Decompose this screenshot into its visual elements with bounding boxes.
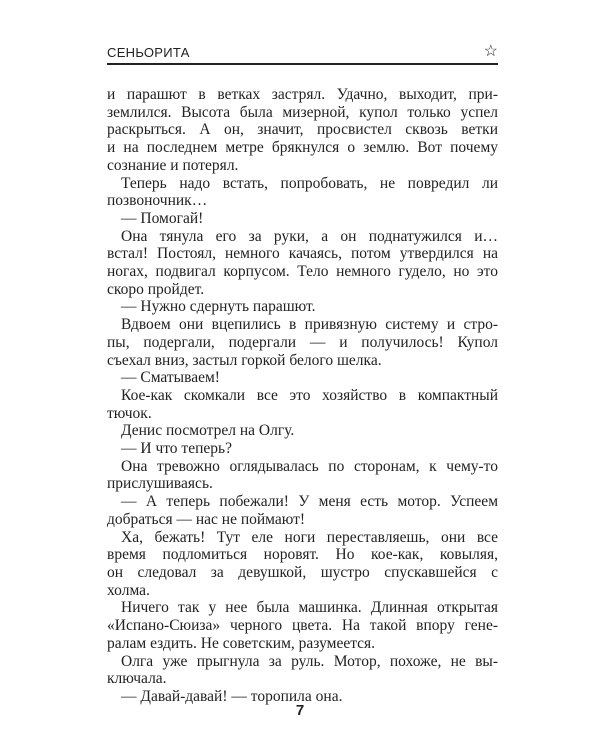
paragraph <box>107 422 498 440</box>
text-line: и на последнем метре брякнулся о землю. Вот почему <box>107 139 498 157</box>
text-line: Кое-как скомкали все это хозяйство в компактный <box>121 386 498 404</box>
text-line: раскрыться. А он, значит, просвистел сквозь ветки <box>107 121 498 139</box>
text-line: — А теперь побежали! У меня есть мотор. Успеем <box>121 493 498 511</box>
text-line: он следовал за девушкой, шустро спускавшейся с <box>107 563 498 581</box>
text-line: ногах, подвигал корпусом. Тело немного гудело, но это <box>107 263 498 281</box>
text-line: позвоночник… <box>107 192 208 210</box>
text-line: прислушиваясь. <box>107 475 213 493</box>
text-line: Ха, бежать! Тут еле ноги переставляешь, они все <box>121 528 498 546</box>
paragraph <box>107 599 498 652</box>
paragraph <box>107 529 498 600</box>
text-line: Вдвоем они вцепились в привязную систему и стро- <box>121 316 498 334</box>
text-line: встал! Постоял, немного качаясь, потом утвердился на <box>107 245 498 263</box>
text-line: Теперь надо встать, попробовать, не повредил ли <box>121 174 498 192</box>
text-line: землился. Высота была мизерной, купол только успел <box>107 103 498 121</box>
text-line: — Помогай! <box>121 209 204 227</box>
paragraph <box>107 458 498 493</box>
text-line: пы, подергали, подергали — и получилось! Купол <box>107 333 498 351</box>
paragraph <box>107 369 498 387</box>
text-line: время подломиться норовят. Но кое-как, ковыляя, <box>107 546 498 564</box>
paragraph <box>107 493 498 528</box>
text-line: — Сматываем! <box>121 369 220 387</box>
text-line: Денис посмотрел на Олгу. <box>121 422 295 440</box>
text-line: добраться — нас не поймают! <box>107 510 306 528</box>
text-line: — И что теперь? <box>121 440 232 458</box>
paragraph <box>107 298 498 316</box>
text-line: ралам ездить. Не советским, разумеется. <box>107 634 376 652</box>
text-line: — Нужно сдернуть парашют. <box>121 298 316 316</box>
paragraph <box>107 228 498 299</box>
paragraph <box>107 653 498 688</box>
text-line: холма. <box>107 581 150 599</box>
paragraph <box>107 175 498 210</box>
paragraph <box>107 86 498 175</box>
text-line: Она тянула его за руки, а он поднатужился и… <box>121 227 498 245</box>
text-line: «Испано-Сюиза» черного цвета. На такой впору гене- <box>107 617 498 635</box>
star-icon: ☆ <box>483 43 498 60</box>
text-line: Ничего так у нее была машинка. Длинная открытая <box>121 599 498 617</box>
paragraph <box>107 387 498 422</box>
body-text <box>107 86 498 706</box>
page-number: 7 <box>295 702 305 719</box>
running-head <box>107 45 498 65</box>
text-line: съехал вниз, застыл горкой белого шелка. <box>107 351 382 369</box>
text-line: и парашют в ветках застрял. Удачно, выходит, при- <box>107 86 498 103</box>
text-line: Она тревожно оглядывалась по сторонам, к чему-то <box>121 457 498 475</box>
text-line: Олга уже прыгнула за руль. Мотор, похоже, не вы- <box>121 652 498 670</box>
text-line: сознание и потерял. <box>107 156 239 174</box>
paragraph <box>107 440 498 458</box>
text-line: ключала. <box>107 670 167 688</box>
text-line: скоро пройдет. <box>107 280 205 298</box>
paragraph <box>107 316 498 369</box>
text-line: тючок. <box>107 404 152 422</box>
paragraph <box>107 210 498 228</box>
text-line: — Давай-давай! — торопила она. <box>121 687 343 705</box>
running-title: СЕНЬОРИТА <box>107 45 190 60</box>
